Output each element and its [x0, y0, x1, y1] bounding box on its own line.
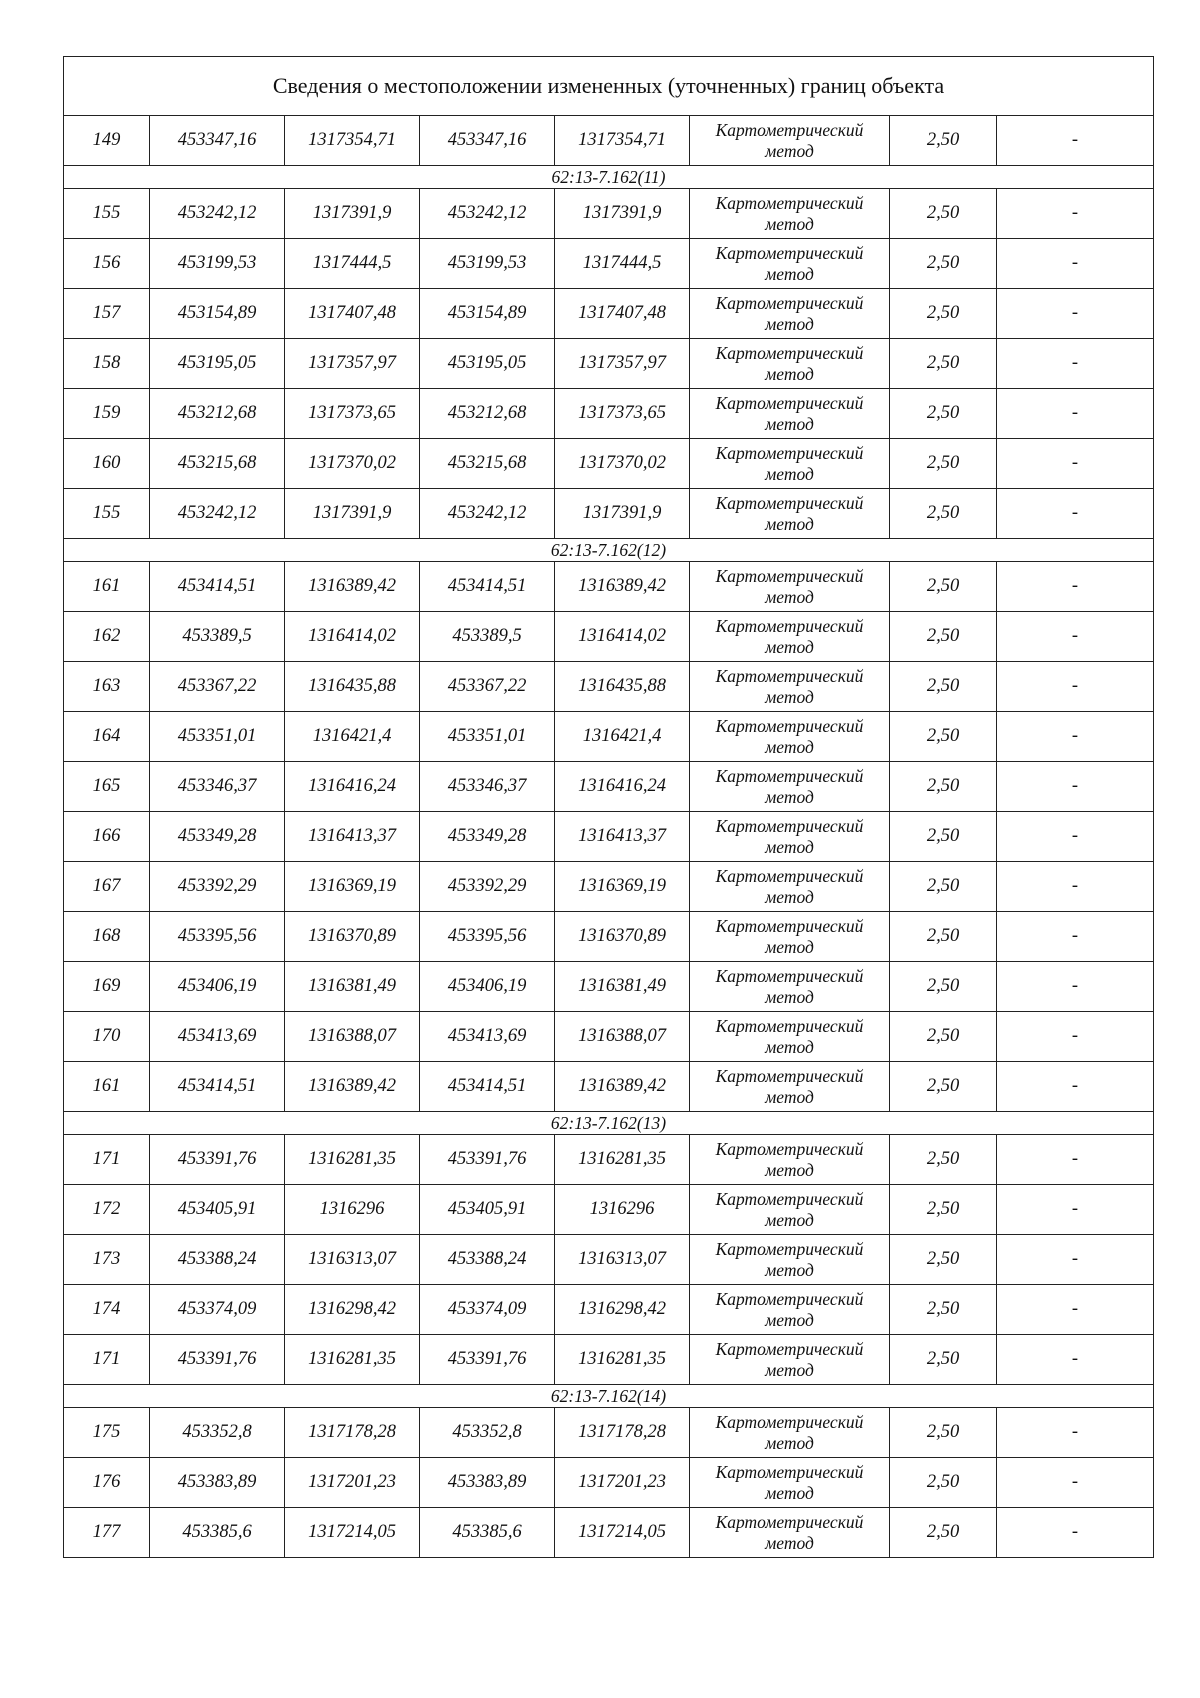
- note-cell: -: [997, 1062, 1154, 1112]
- y-existing-cell: 1317354,71: [285, 116, 420, 166]
- accuracy-cell: 2,50: [890, 1135, 997, 1185]
- method-cell: [690, 862, 890, 912]
- x-existing-cell: 453405,91: [150, 1185, 285, 1235]
- accuracy-cell: 2,50: [890, 1458, 997, 1508]
- x-existing-cell: 453395,56: [150, 912, 285, 962]
- method-cell: [690, 289, 890, 339]
- x-existing-cell: 453391,76: [150, 1135, 285, 1185]
- method-text: Картометрический метод: [715, 1338, 864, 1380]
- note-cell: -: [997, 562, 1154, 612]
- x-existing-cell: 453352,8: [150, 1408, 285, 1458]
- x-refined-cell: 453413,69: [420, 1012, 555, 1062]
- note-cell: -: [997, 762, 1154, 812]
- y-existing-cell: 1316389,42: [285, 562, 420, 612]
- point-number-cell: 167: [64, 862, 150, 912]
- method-text: Картометрический метод: [715, 1238, 864, 1280]
- table-row: [64, 1185, 1154, 1235]
- method-cell: [690, 1062, 890, 1112]
- accuracy-cell: 2,50: [890, 562, 997, 612]
- contour-section-row: [64, 166, 1154, 189]
- contour-section-label: 62:13-7.162(14): [64, 1385, 1154, 1408]
- method-cell: [690, 1135, 890, 1185]
- y-existing-cell: 1316421,4: [285, 712, 420, 762]
- note-cell: -: [997, 1458, 1154, 1508]
- y-refined-cell: 1316298,42: [555, 1285, 690, 1335]
- method-text: Картометрический метод: [715, 1065, 864, 1107]
- table-body: [64, 57, 1154, 1558]
- note-cell: -: [997, 962, 1154, 1012]
- accuracy-cell: 2,50: [890, 962, 997, 1012]
- method-cell: [690, 1458, 890, 1508]
- method-text: Картометрический метод: [715, 965, 864, 1007]
- x-refined-cell: 453385,6: [420, 1508, 555, 1558]
- method-cell: [690, 1285, 890, 1335]
- y-refined-cell: 1317391,9: [555, 189, 690, 239]
- point-number-cell: 171: [64, 1135, 150, 1185]
- table-title: Сведения о местоположении измененных (уточненных) границ объекта: [64, 57, 1154, 116]
- point-number-cell: 171: [64, 1335, 150, 1385]
- point-number-cell: 155: [64, 189, 150, 239]
- method-cell: [690, 489, 890, 539]
- method-text: Картометрический метод: [715, 665, 864, 707]
- point-number-cell: 176: [64, 1458, 150, 1508]
- x-refined-cell: 453352,8: [420, 1408, 555, 1458]
- x-refined-cell: 453374,09: [420, 1285, 555, 1335]
- y-refined-cell: 1316281,35: [555, 1135, 690, 1185]
- method-cell: [690, 116, 890, 166]
- table-row: [64, 812, 1154, 862]
- y-existing-cell: 1316413,37: [285, 812, 420, 862]
- y-existing-cell: 1317391,9: [285, 189, 420, 239]
- method-cell: [690, 339, 890, 389]
- accuracy-cell: 2,50: [890, 1062, 997, 1112]
- y-refined-cell: 1316369,19: [555, 862, 690, 912]
- point-number-cell: 169: [64, 962, 150, 1012]
- y-refined-cell: 1317391,9: [555, 489, 690, 539]
- table-row: [64, 862, 1154, 912]
- method-text: Картометрический метод: [715, 1411, 864, 1453]
- method-text: Картометрический метод: [715, 242, 864, 284]
- y-refined-cell: 1316435,88: [555, 662, 690, 712]
- x-refined-cell: 453389,5: [420, 612, 555, 662]
- x-existing-cell: 453406,19: [150, 962, 285, 1012]
- x-existing-cell: 453414,51: [150, 562, 285, 612]
- contour-section-row: [64, 1385, 1154, 1408]
- x-refined-cell: 453392,29: [420, 862, 555, 912]
- note-cell: -: [997, 612, 1154, 662]
- accuracy-cell: 2,50: [890, 1285, 997, 1335]
- x-existing-cell: 453351,01: [150, 712, 285, 762]
- y-existing-cell: 1316381,49: [285, 962, 420, 1012]
- table-row: [64, 912, 1154, 962]
- accuracy-cell: 2,50: [890, 239, 997, 289]
- method-cell: [690, 562, 890, 612]
- x-refined-cell: 453215,68: [420, 439, 555, 489]
- table-row: [64, 1508, 1154, 1558]
- point-number-cell: 164: [64, 712, 150, 762]
- method-cell: [690, 612, 890, 662]
- x-refined-cell: 453405,91: [420, 1185, 555, 1235]
- note-cell: -: [997, 1335, 1154, 1385]
- note-cell: -: [997, 439, 1154, 489]
- accuracy-cell: 2,50: [890, 1335, 997, 1385]
- y-existing-cell: 1316281,35: [285, 1135, 420, 1185]
- point-number-cell: 162: [64, 612, 150, 662]
- x-existing-cell: 453391,76: [150, 1335, 285, 1385]
- method-cell: [690, 812, 890, 862]
- x-existing-cell: 453383,89: [150, 1458, 285, 1508]
- contour-section-label: 62:13-7.162(12): [64, 539, 1154, 562]
- accuracy-cell: 2,50: [890, 339, 997, 389]
- x-existing-cell: 453367,22: [150, 662, 285, 712]
- method-text: Картометрический метод: [715, 1461, 864, 1503]
- method-text: Картометрический метод: [715, 565, 864, 607]
- note-cell: -: [997, 489, 1154, 539]
- y-refined-cell: 1317214,05: [555, 1508, 690, 1558]
- point-number-cell: 170: [64, 1012, 150, 1062]
- x-existing-cell: 453212,68: [150, 389, 285, 439]
- y-refined-cell: 1316389,42: [555, 562, 690, 612]
- method-text: Картометрический метод: [715, 865, 864, 907]
- point-number-cell: 159: [64, 389, 150, 439]
- y-existing-cell: 1316281,35: [285, 1335, 420, 1385]
- x-refined-cell: 453414,51: [420, 562, 555, 612]
- table-row: [64, 762, 1154, 812]
- y-existing-cell: 1316388,07: [285, 1012, 420, 1062]
- y-refined-cell: 1317354,71: [555, 116, 690, 166]
- y-refined-cell: 1316416,24: [555, 762, 690, 812]
- y-refined-cell: 1317407,48: [555, 289, 690, 339]
- x-refined-cell: 453383,89: [420, 1458, 555, 1508]
- table-row: [64, 962, 1154, 1012]
- method-text: Картометрический метод: [715, 1188, 864, 1230]
- y-existing-cell: 1316369,19: [285, 862, 420, 912]
- method-cell: [690, 762, 890, 812]
- y-existing-cell: 1316370,89: [285, 912, 420, 962]
- method-text: Картометрический метод: [715, 715, 864, 757]
- method-cell: [690, 189, 890, 239]
- point-number-cell: 149: [64, 116, 150, 166]
- x-existing-cell: 453349,28: [150, 812, 285, 862]
- method-cell: [690, 1235, 890, 1285]
- method-cell: [690, 662, 890, 712]
- y-existing-cell: 1317391,9: [285, 489, 420, 539]
- point-number-cell: 174: [64, 1285, 150, 1335]
- table-row: [64, 612, 1154, 662]
- y-refined-cell: 1316421,4: [555, 712, 690, 762]
- table-row: [64, 116, 1154, 166]
- point-number-cell: 175: [64, 1408, 150, 1458]
- x-refined-cell: 453212,68: [420, 389, 555, 439]
- x-refined-cell: 453346,37: [420, 762, 555, 812]
- x-existing-cell: 453199,53: [150, 239, 285, 289]
- x-existing-cell: 453346,37: [150, 762, 285, 812]
- x-existing-cell: 453347,16: [150, 116, 285, 166]
- accuracy-cell: 2,50: [890, 1235, 997, 1285]
- method-text: Картометрический метод: [715, 1511, 864, 1553]
- y-refined-cell: 1317357,97: [555, 339, 690, 389]
- accuracy-cell: 2,50: [890, 762, 997, 812]
- accuracy-cell: 2,50: [890, 289, 997, 339]
- y-refined-cell: 1317370,02: [555, 439, 690, 489]
- note-cell: -: [997, 189, 1154, 239]
- x-refined-cell: 453391,76: [420, 1135, 555, 1185]
- table-row: [64, 239, 1154, 289]
- table-row: [64, 1062, 1154, 1112]
- note-cell: -: [997, 339, 1154, 389]
- method-cell: [690, 439, 890, 489]
- point-number-cell: 173: [64, 1235, 150, 1285]
- contour-section-label: 62:13-7.162(11): [64, 166, 1154, 189]
- method-text: Картометрический метод: [715, 342, 864, 384]
- x-refined-cell: 453199,53: [420, 239, 555, 289]
- point-number-cell: 157: [64, 289, 150, 339]
- y-existing-cell: 1317201,23: [285, 1458, 420, 1508]
- point-number-cell: 166: [64, 812, 150, 862]
- y-existing-cell: 1317444,5: [285, 239, 420, 289]
- x-existing-cell: 453154,89: [150, 289, 285, 339]
- note-cell: -: [997, 862, 1154, 912]
- x-refined-cell: 453351,01: [420, 712, 555, 762]
- point-number-cell: 168: [64, 912, 150, 962]
- y-refined-cell: 1316381,49: [555, 962, 690, 1012]
- x-existing-cell: 453392,29: [150, 862, 285, 912]
- x-existing-cell: 453414,51: [150, 1062, 285, 1112]
- method-text: Картометрический метод: [715, 492, 864, 534]
- method-text: Картометрический метод: [715, 815, 864, 857]
- table-row: [64, 662, 1154, 712]
- y-existing-cell: 1316414,02: [285, 612, 420, 662]
- table-row: [64, 1408, 1154, 1458]
- accuracy-cell: 2,50: [890, 862, 997, 912]
- x-existing-cell: 453242,12: [150, 489, 285, 539]
- note-cell: -: [997, 389, 1154, 439]
- table-row: [64, 389, 1154, 439]
- x-existing-cell: 453388,24: [150, 1235, 285, 1285]
- x-refined-cell: 453347,16: [420, 116, 555, 166]
- x-refined-cell: 453391,76: [420, 1335, 555, 1385]
- method-cell: [690, 1185, 890, 1235]
- method-text: Картометрический метод: [715, 615, 864, 657]
- accuracy-cell: 2,50: [890, 812, 997, 862]
- method-text: Картометрический метод: [715, 442, 864, 484]
- note-cell: -: [997, 116, 1154, 166]
- table-row: [64, 712, 1154, 762]
- y-existing-cell: 1317178,28: [285, 1408, 420, 1458]
- x-refined-cell: 453195,05: [420, 339, 555, 389]
- contour-section-row: [64, 1112, 1154, 1135]
- point-number-cell: 172: [64, 1185, 150, 1235]
- method-text: Картометрический метод: [715, 119, 864, 161]
- accuracy-cell: 2,50: [890, 439, 997, 489]
- method-cell: [690, 1408, 890, 1458]
- method-cell: [690, 1335, 890, 1385]
- method-cell: [690, 912, 890, 962]
- note-cell: -: [997, 1408, 1154, 1458]
- y-existing-cell: 1316389,42: [285, 1062, 420, 1112]
- note-cell: -: [997, 1508, 1154, 1558]
- method-text: Картометрический метод: [715, 765, 864, 807]
- x-existing-cell: 453389,5: [150, 612, 285, 662]
- method-text: Картометрический метод: [715, 1288, 864, 1330]
- y-existing-cell: 1316298,42: [285, 1285, 420, 1335]
- note-cell: -: [997, 289, 1154, 339]
- y-refined-cell: 1317178,28: [555, 1408, 690, 1458]
- table-title-row: [64, 57, 1154, 116]
- table-row: [64, 1235, 1154, 1285]
- x-refined-cell: 453242,12: [420, 189, 555, 239]
- table-row: [64, 1335, 1154, 1385]
- y-refined-cell: 1316370,89: [555, 912, 690, 962]
- table-row: [64, 1285, 1154, 1335]
- boundary-coordinates-table: [63, 56, 1154, 1558]
- x-refined-cell: 453414,51: [420, 1062, 555, 1112]
- x-existing-cell: 453385,6: [150, 1508, 285, 1558]
- note-cell: -: [997, 812, 1154, 862]
- note-cell: -: [997, 1285, 1154, 1335]
- y-refined-cell: 1316388,07: [555, 1012, 690, 1062]
- accuracy-cell: 2,50: [890, 712, 997, 762]
- note-cell: -: [997, 712, 1154, 762]
- y-existing-cell: 1316416,24: [285, 762, 420, 812]
- y-refined-cell: 1316414,02: [555, 612, 690, 662]
- method-text: Картометрический метод: [715, 392, 864, 434]
- y-refined-cell: 1317373,65: [555, 389, 690, 439]
- contour-section-row: [64, 539, 1154, 562]
- y-existing-cell: 1317407,48: [285, 289, 420, 339]
- y-existing-cell: 1317357,97: [285, 339, 420, 389]
- x-refined-cell: 453242,12: [420, 489, 555, 539]
- contour-section-label: 62:13-7.162(13): [64, 1112, 1154, 1135]
- y-refined-cell: 1316413,37: [555, 812, 690, 862]
- table-row: [64, 1135, 1154, 1185]
- x-existing-cell: 453242,12: [150, 189, 285, 239]
- accuracy-cell: 2,50: [890, 489, 997, 539]
- point-number-cell: 177: [64, 1508, 150, 1558]
- method-cell: [690, 239, 890, 289]
- method-text: Картометрический метод: [715, 1138, 864, 1180]
- table-row: [64, 1458, 1154, 1508]
- table-row: [64, 489, 1154, 539]
- y-refined-cell: 1317201,23: [555, 1458, 690, 1508]
- accuracy-cell: 2,50: [890, 912, 997, 962]
- note-cell: -: [997, 1012, 1154, 1062]
- x-refined-cell: 453395,56: [420, 912, 555, 962]
- x-refined-cell: 453367,22: [420, 662, 555, 712]
- x-existing-cell: 453215,68: [150, 439, 285, 489]
- accuracy-cell: 2,50: [890, 662, 997, 712]
- method-cell: [690, 962, 890, 1012]
- table-row: [64, 339, 1154, 389]
- method-cell: [690, 1012, 890, 1062]
- x-existing-cell: 453195,05: [150, 339, 285, 389]
- point-number-cell: 161: [64, 562, 150, 612]
- y-existing-cell: 1316296: [285, 1185, 420, 1235]
- point-number-cell: 161: [64, 1062, 150, 1112]
- y-refined-cell: 1316281,35: [555, 1335, 690, 1385]
- accuracy-cell: 2,50: [890, 189, 997, 239]
- accuracy-cell: 2,50: [890, 116, 997, 166]
- table-row: [64, 189, 1154, 239]
- point-number-cell: 156: [64, 239, 150, 289]
- note-cell: -: [997, 912, 1154, 962]
- note-cell: -: [997, 1235, 1154, 1285]
- accuracy-cell: 2,50: [890, 1408, 997, 1458]
- note-cell: -: [997, 239, 1154, 289]
- point-number-cell: 163: [64, 662, 150, 712]
- table-row: [64, 1012, 1154, 1062]
- x-refined-cell: 453406,19: [420, 962, 555, 1012]
- accuracy-cell: 2,50: [890, 1185, 997, 1235]
- method-text: Картометрический метод: [715, 292, 864, 334]
- y-refined-cell: 1316389,42: [555, 1062, 690, 1112]
- note-cell: -: [997, 662, 1154, 712]
- method-text: Картометрический метод: [715, 1015, 864, 1057]
- y-existing-cell: 1317370,02: [285, 439, 420, 489]
- table-row: [64, 439, 1154, 489]
- method-cell: [690, 1508, 890, 1558]
- point-number-cell: 160: [64, 439, 150, 489]
- x-refined-cell: 453349,28: [420, 812, 555, 862]
- note-cell: -: [997, 1185, 1154, 1235]
- y-existing-cell: 1316313,07: [285, 1235, 420, 1285]
- y-existing-cell: 1316435,88: [285, 662, 420, 712]
- point-number-cell: 158: [64, 339, 150, 389]
- y-refined-cell: 1316296: [555, 1185, 690, 1235]
- x-refined-cell: 453154,89: [420, 289, 555, 339]
- point-number-cell: 165: [64, 762, 150, 812]
- method-cell: [690, 712, 890, 762]
- note-cell: -: [997, 1135, 1154, 1185]
- point-number-cell: 155: [64, 489, 150, 539]
- accuracy-cell: 2,50: [890, 1508, 997, 1558]
- x-existing-cell: 453374,09: [150, 1285, 285, 1335]
- accuracy-cell: 2,50: [890, 1012, 997, 1062]
- table-row: [64, 289, 1154, 339]
- method-text: Картометрический метод: [715, 915, 864, 957]
- method-text: Картометрический метод: [715, 192, 864, 234]
- y-refined-cell: 1316313,07: [555, 1235, 690, 1285]
- x-refined-cell: 453388,24: [420, 1235, 555, 1285]
- x-existing-cell: 453413,69: [150, 1012, 285, 1062]
- y-existing-cell: 1317214,05: [285, 1508, 420, 1558]
- table-row: [64, 562, 1154, 612]
- method-cell: [690, 389, 890, 439]
- y-refined-cell: 1317444,5: [555, 239, 690, 289]
- accuracy-cell: 2,50: [890, 389, 997, 439]
- accuracy-cell: 2,50: [890, 612, 997, 662]
- y-existing-cell: 1317373,65: [285, 389, 420, 439]
